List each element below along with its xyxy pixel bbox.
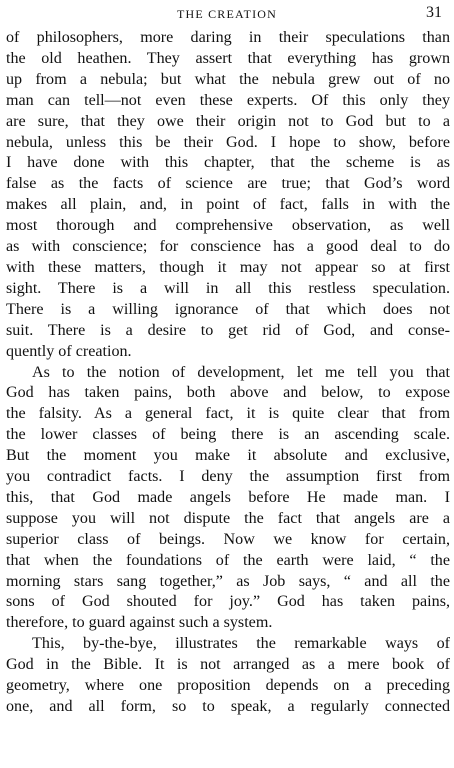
text-line: therefore, to guard against such a system.: [6, 614, 273, 632]
text-line: God in the Bible. It is not arranged as a mere book of: [6, 656, 450, 674]
text-line: morning stars sang together,” as Job says, “ and all the: [6, 572, 450, 590]
text-line: you contradict facts. I deny the assumption first from: [6, 468, 450, 486]
text-line: suppose you will not dispute the fact that angels are a: [6, 509, 450, 527]
paragraph: [6, 634, 450, 718]
text-line: the falsity. As a general fact, it is quite clear that from: [6, 405, 450, 423]
text-line: are sure, that they owe their origin not to God but to a: [6, 112, 450, 130]
text-line: of philosophers, more daring in their speculations than: [6, 29, 450, 46]
text-line: But the moment you make it absolute and exclusive,: [6, 447, 450, 465]
text-line: most thorough and comprehensive observation, as well: [6, 217, 450, 235]
paragraph: [6, 28, 450, 363]
running-head: [0, 4, 454, 26]
text-line: This, by-the-bye, illustrates the remarkable ways of: [32, 635, 450, 653]
text-line: suit. There is a desire to get rid of God, and conse-: [6, 321, 450, 339]
text-line: man can tell—not even these experts. Of this only they: [6, 91, 450, 109]
text-line: that when the foundations of the earth were laid, “ the: [6, 551, 450, 569]
text-line: this, that God made angels before He made man. I: [6, 488, 450, 506]
text-line: I have done with this chapter, that the scheme is as: [6, 154, 450, 172]
text-line: As to the notion of development, let me tell you that: [32, 363, 450, 381]
text-line: up from a nebula; but what the nebula grew out of no: [6, 70, 450, 88]
text-line: as with conscience; for conscience has a good deal to do: [6, 238, 450, 256]
text-line: God has taken pains, both above and below, to expose: [6, 384, 450, 402]
text-line: There is a willing ignorance of that which does not: [6, 300, 450, 318]
text-line: superior class of beings. Now we know for certain,: [6, 530, 450, 548]
text-line: with these matters, though it may not appear so at first: [6, 258, 450, 276]
body-text: [6, 28, 450, 718]
text-line: one, and all form, so to speak, a regularly connected: [6, 698, 450, 715]
text-line: sight. There is a will in all this restless speculation.: [6, 279, 450, 297]
text-line: the lower classes of being there is an ascending scale.: [6, 426, 450, 444]
text-line: the old heathen. They assert that everything has grown: [6, 49, 450, 67]
text-line: false as the facts of science are true; that God’s word: [6, 175, 450, 193]
text-line: geometry, where one proposition depends on a preceding: [6, 677, 450, 695]
text-line: nebula, unless this be their God. I hope to show, before: [6, 133, 450, 151]
page-number: 31: [426, 4, 442, 21]
paragraph: [6, 363, 450, 635]
running-title: THE CREATION: [176, 7, 278, 21]
text-line: sons of God shouted for joy.” God has taken pains,: [6, 593, 450, 611]
text-line: makes all plain, and, in point of fact, falls in with the: [6, 196, 450, 214]
text-line: quently of creation.: [6, 342, 132, 360]
